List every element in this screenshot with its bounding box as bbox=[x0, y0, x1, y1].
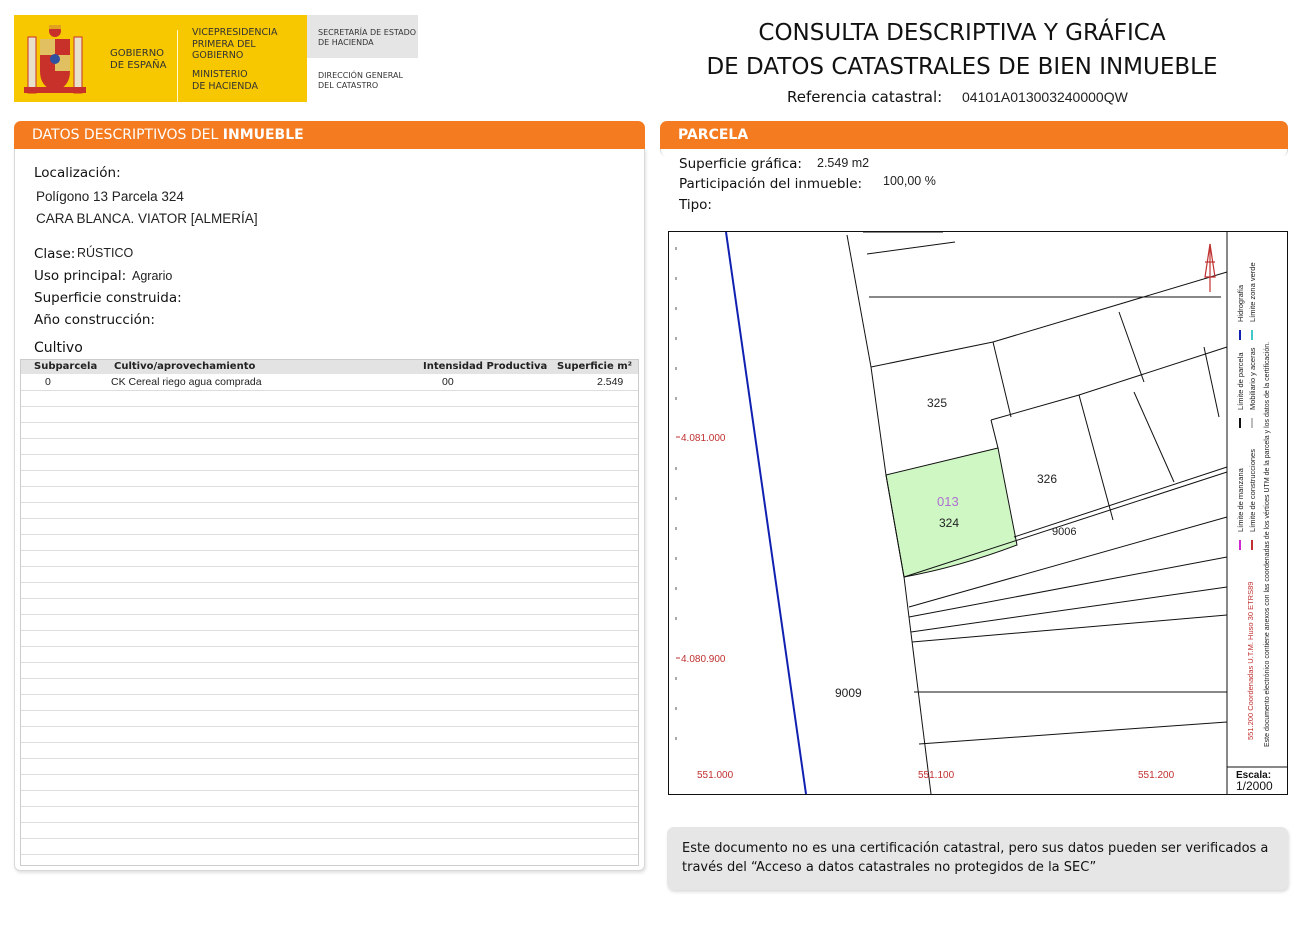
coat-of-arms-icon bbox=[22, 21, 92, 99]
page-title: CONSULTA DESCRIPTIVA Y GRÁFICA DE DATOS CATASTRALES DE BIEN INMUEBLE bbox=[706, 20, 1218, 80]
logo-divider bbox=[177, 30, 178, 102]
localizacion-line2: CARA BLANCA. VIATOR [ALMERÍA] bbox=[36, 211, 258, 226]
uso-value: Agrario bbox=[132, 269, 173, 283]
cadastral-map-svg bbox=[669, 232, 1287, 794]
legend-hidrografia: Hidrografía bbox=[1236, 284, 1245, 322]
empty-table-row bbox=[21, 630, 638, 647]
superficie-construida-label: Superficie construida: bbox=[34, 290, 182, 306]
empty-table-row bbox=[21, 422, 638, 439]
empty-table-row bbox=[21, 502, 638, 519]
legend-coordenadas: 551.200 Coordenadas U.T.M. Huso 30 ETRS89 bbox=[1246, 581, 1255, 740]
verification-note: Este documento no es una certificación catastral, pero sus datos pueden ser verificados a través del “Acceso a datos catastrales no protegidos de la SEC” bbox=[667, 827, 1288, 890]
clase-value: RÚSTICO bbox=[77, 246, 134, 260]
cell-cultivo: CK Cereal riego agua comprada bbox=[111, 376, 262, 388]
parcel-label-9006: 9006 bbox=[1052, 526, 1077, 538]
empty-table-row bbox=[21, 470, 638, 487]
col-cultivo: Cultivo/aprovechamiento bbox=[114, 361, 256, 372]
clase-label: Clase: bbox=[34, 246, 76, 262]
parcel-324-area bbox=[886, 448, 1017, 577]
empty-table-row bbox=[21, 438, 638, 455]
hydrography-line bbox=[726, 232, 806, 794]
cell-subparcela: 0 bbox=[45, 376, 51, 388]
table-row bbox=[21, 374, 638, 391]
logo-vicepresidencia-text: VICEPRESIDENCIA PRIMERA DEL GOBIERNO bbox=[192, 27, 278, 61]
parcel-label-326: 326 bbox=[1037, 472, 1058, 486]
empty-table-row bbox=[21, 486, 638, 503]
empty-table-row bbox=[21, 822, 638, 839]
north-arrow-icon bbox=[1205, 244, 1215, 292]
localizacion-line1: Polígono 13 Parcela 324 bbox=[36, 189, 184, 204]
superficie-grafica-label: Superficie gráfica: bbox=[679, 156, 802, 172]
localizacion-label: Localización: bbox=[34, 165, 121, 181]
ref-catastral-label: Referencia catastral: bbox=[787, 88, 943, 106]
cell-intensidad: 00 bbox=[442, 376, 454, 388]
empty-table-row bbox=[21, 710, 638, 727]
empty-table-row bbox=[21, 726, 638, 743]
empty-table-row bbox=[21, 742, 638, 759]
empty-table-row bbox=[21, 838, 638, 855]
legend-limite-construcciones: Límite de construcciones bbox=[1248, 449, 1257, 532]
government-logo bbox=[14, 15, 307, 102]
cadastral-map bbox=[668, 231, 1288, 795]
empty-table-row bbox=[21, 534, 638, 551]
coord-x-1: 551.000 bbox=[697, 770, 734, 781]
parcel-label-013: 013 bbox=[937, 494, 959, 509]
legend-mobiliario: Mobiliario y aceras bbox=[1248, 347, 1257, 410]
empty-table-row bbox=[21, 790, 638, 807]
logo-ministerio-text: MINISTERIO DE HACIENDA bbox=[192, 69, 259, 92]
tipo-label: Tipo: bbox=[679, 197, 712, 213]
coord-x-2: 551.100 bbox=[918, 770, 955, 781]
empty-table-row bbox=[21, 774, 638, 791]
parcel-label-324: 324 bbox=[939, 516, 960, 530]
legend-limite-manzana: Límite de manzana bbox=[1236, 468, 1245, 532]
legend-zona-verde: Límite zona verde bbox=[1248, 262, 1257, 322]
escala-value: 1/2000 bbox=[1236, 779, 1273, 793]
parcela-panel bbox=[660, 149, 1288, 156]
legend-limite-parcela: Límite de parcela bbox=[1236, 352, 1245, 410]
logo-gobierno-text: GOBIERNO DE ESPAÑA bbox=[110, 48, 167, 71]
anio-construccion-label: Año construcción: bbox=[34, 312, 155, 328]
coord-y-2: 4.080.900 bbox=[681, 654, 726, 665]
parcel-label-9009: 9009 bbox=[835, 686, 862, 700]
cultivo-title: Cultivo bbox=[34, 340, 83, 356]
col-subparcela: Subparcela bbox=[34, 361, 98, 372]
empty-table-row bbox=[21, 694, 638, 711]
empty-table-row bbox=[21, 518, 638, 535]
empty-table-row bbox=[21, 566, 638, 583]
empty-table-row bbox=[21, 758, 638, 775]
col-intensidad: Intensidad Productiva bbox=[423, 361, 548, 372]
empty-table-row bbox=[21, 662, 638, 679]
col-superficie: Superficie m² bbox=[557, 361, 633, 372]
escala-label: Escala: bbox=[1236, 770, 1272, 781]
empty-table-row bbox=[21, 550, 638, 567]
cell-superficie: 2.549 bbox=[597, 376, 624, 388]
coord-y-1: 4.081.000 bbox=[681, 433, 726, 444]
participacion-value: 100,00 % bbox=[883, 174, 936, 188]
empty-table-row bbox=[21, 406, 638, 423]
superficie-grafica-value: 2.549 m2 bbox=[817, 156, 870, 170]
empty-table-row bbox=[21, 598, 638, 615]
parcela-header: PARCELA bbox=[660, 121, 1288, 149]
ref-catastral-value: 04101A013003240000QW bbox=[962, 89, 1128, 105]
parcel-label-325: 325 bbox=[927, 396, 948, 410]
empty-table-row bbox=[21, 454, 638, 471]
uso-label: Uso principal: bbox=[34, 268, 127, 284]
cultivo-table-header bbox=[21, 360, 638, 374]
empty-table-row bbox=[21, 614, 638, 631]
empty-table-row bbox=[21, 678, 638, 695]
legend-nota: Este documento electrónico contiene anexos con las coordenadas de los vértices UTM de la parcela y los datos de la certificación. bbox=[1264, 341, 1271, 747]
coord-x-3: 551.200 bbox=[1138, 770, 1175, 781]
cultivo-table bbox=[20, 359, 639, 866]
empty-table-row bbox=[21, 806, 638, 823]
empty-table-row bbox=[21, 390, 638, 407]
datos-descriptivos-header: DATOS DESCRIPTIVOS DEL INMUEBLE bbox=[14, 121, 645, 149]
logo-direccion-text: DIRECCIÓN GENERAL DEL CATASTRO bbox=[318, 71, 403, 90]
participacion-label: Participación del inmueble: bbox=[679, 176, 863, 192]
logo-secretaria-text: SECRETARÍA DE ESTADO DE HACIENDA bbox=[318, 28, 417, 47]
empty-table-row bbox=[21, 582, 638, 599]
empty-table-row bbox=[21, 646, 638, 663]
